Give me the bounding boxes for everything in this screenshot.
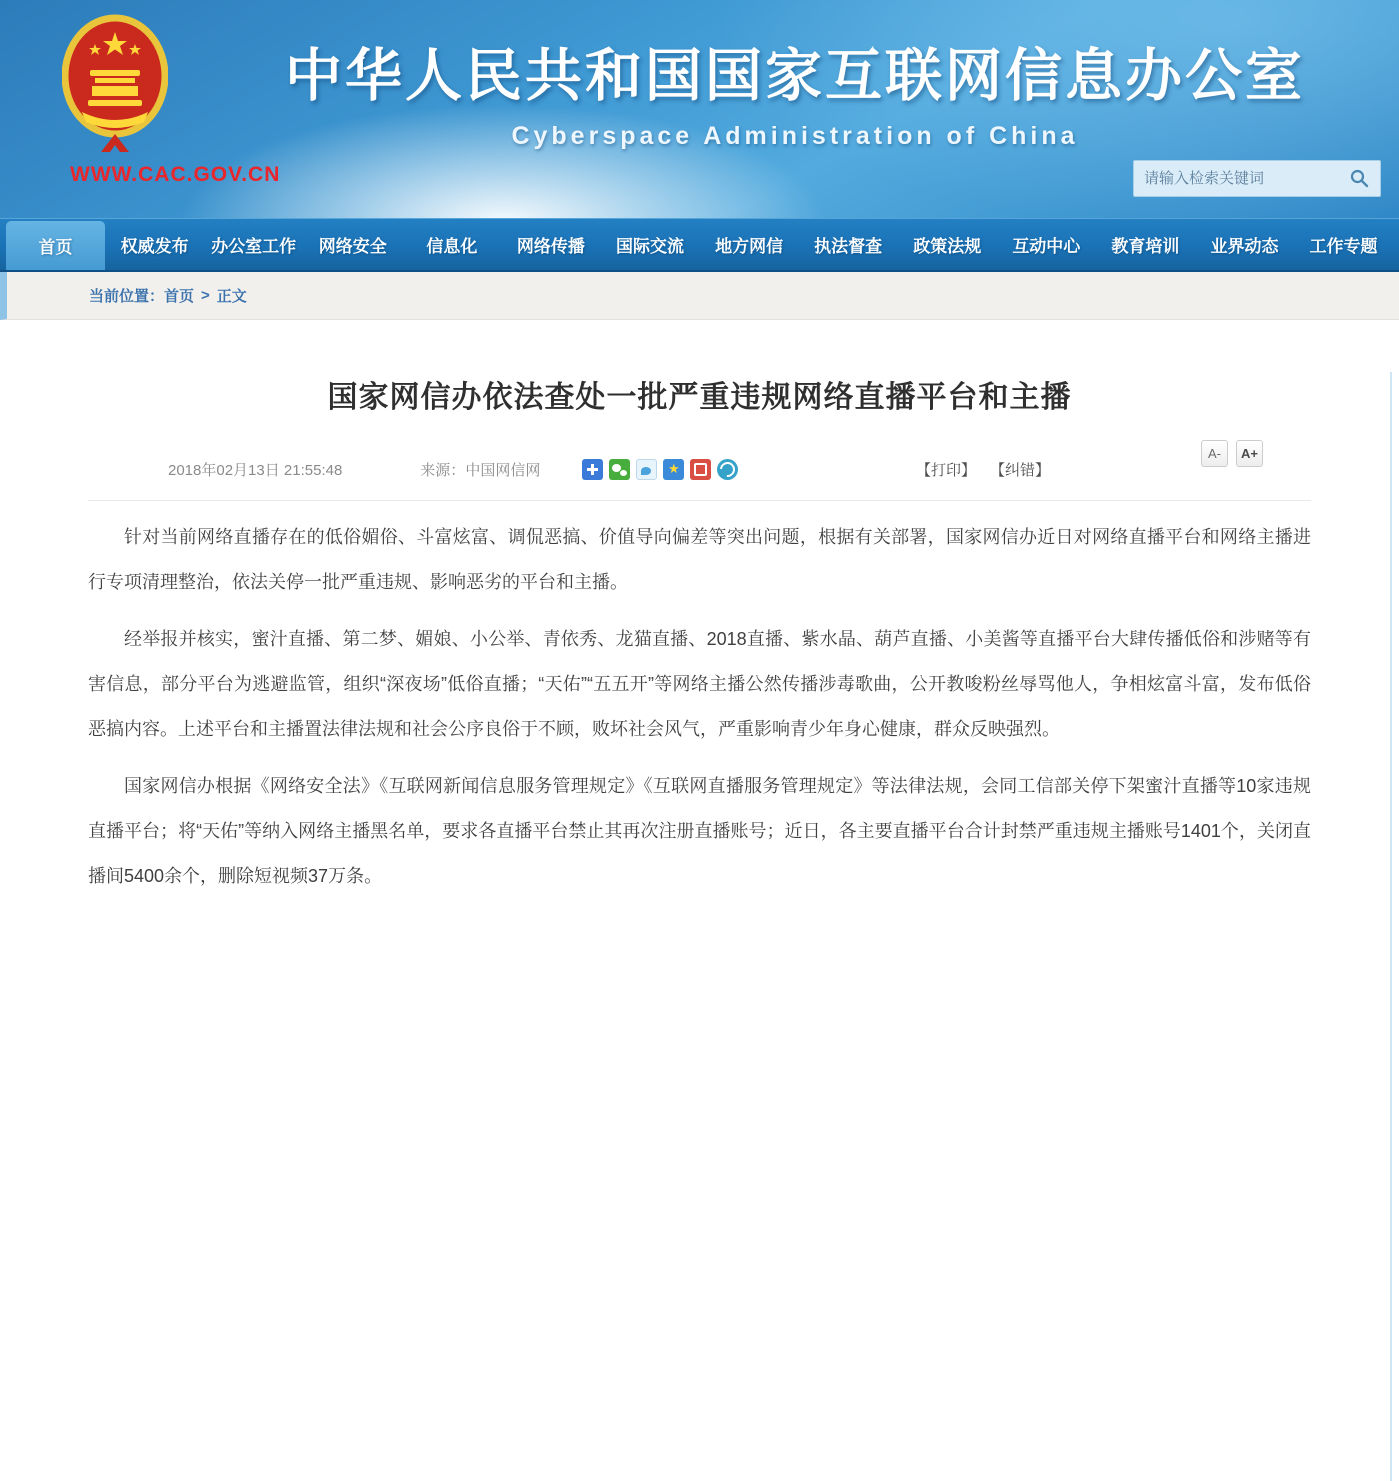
article-meta-row [88,446,1311,484]
nav-item-industry-trends[interactable]: 业界动态 [1210,237,1279,256]
breadcrumb-current-link[interactable]: 正文 [216,288,247,305]
nav-item-informatization[interactable]: 信息化 [426,237,478,256]
source-label: 来源： [420,461,466,479]
source [420,459,540,480]
paragraph-2: 经举报并核实，蜜汁直播、第二梦、媚娘、小公举、青依秀、龙猫直播、2018直播、紫水晶、葫芦直播、小美酱等直播平台大肆传播低俗和涉赌等有害信息，部分平台为逃避监管，组织“深夜场”低俗直播；“天佑”“五五开”等网络主播公然传播涉毒歌曲，公开教唆粉丝辱骂他人，争相炫富斗富，发布低俗恶搞内容。上述平台和主播置法律法规和社会公序良俗于不顾，败坏社会风气，严重影响青少年身心健康，群众反映强烈。 [88,629,1311,739]
share-icons [582,459,738,480]
wechat-share-icon[interactable] [609,459,630,480]
paragraph-1: 针对当前网络直播存在的低俗媚俗、斗富炫富、调侃恶搞、价值导向偏差等突出问题，根据有关部署，国家网信办近日对网络直播平台和网络主播进行专项清理整治，依法关停一批严重违规、影响恶劣的平台和主播。 [88,527,1311,592]
breadcrumb [0,272,1399,320]
site-subtitle-en: Cyberspace Administration of China [511,122,1079,150]
nav-item-home[interactable]: 首页 [6,221,105,270]
font-larger-button[interactable]: A+ [1236,440,1263,467]
nav-item-education-training[interactable]: 教育培训 [1111,237,1180,256]
publish-date: 2018年02月13日 21:55:48 [168,461,343,479]
search-input[interactable] [1144,170,1348,187]
breadcrumb-separator: > [201,287,210,304]
nav-item-international-exchange[interactable]: 国际交流 [616,237,684,256]
article-title: 国家网信办依法查处一批严重违规网络直播平台和主播 [327,381,1072,414]
site-url: WWW.CAC.GOV.CN [70,163,281,186]
nav-item-work-topics[interactable]: 工作专题 [1309,237,1378,256]
page-right-border [1390,372,1392,1481]
article-container [0,372,1399,941]
meta-divider [88,500,1311,501]
weibo-share-icon[interactable] [636,459,657,480]
renren-share-icon[interactable] [690,459,711,480]
nav-item-authoritative-release[interactable]: 权威发布 [120,237,189,256]
national-emblem-logo [62,14,168,156]
font-size-controls [1201,440,1263,467]
nav-item-interaction-center[interactable]: 互动中心 [1012,237,1081,256]
nav-item-policies-regulations[interactable]: 政策法规 [913,237,982,256]
more-share-icon[interactable] [717,459,738,480]
font-smaller-button[interactable]: A- [1201,440,1228,467]
error-correction-button[interactable]: 【纠错】 [990,461,1051,479]
breadcrumb-home-link[interactable]: 首页 [164,288,195,305]
paragraph-3: 国家网信办根据《网络安全法》《互联网新闻信息服务管理规定》《互联网直播服务管理规定》等法律法规，会同工信部关停下架蜜汁直播等10家违规直播平台；将“天佑”等纳入网络主播黑名单，要求各直播平台禁止其再次注册直播账号；近日，各主要直播平台合计封禁严重违规主播账号1401个，关闭直播间5400余个，删除短视频37万条。 [88,776,1311,886]
breadcrumb-label: 当前位置： [89,288,165,305]
search-icon [1349,168,1369,188]
nav-item-network-communication[interactable]: 网络传播 [516,237,585,256]
article-body [88,515,1311,941]
nav-item-cybersecurity[interactable]: 网络安全 [318,237,387,256]
print-button[interactable]: 【打印】 [916,461,977,479]
main-nav [0,218,1399,272]
source-name: 中国网信网 [465,461,541,479]
nav-item-law-enforcement[interactable]: 执法督查 [814,237,883,256]
nav-item-office-work[interactable]: 办公室工作 [211,237,297,256]
qzone-share-icon[interactable]: ★ [663,459,684,480]
site-header [0,0,1399,218]
site-title: 中华人民共和国国家互联网信息办公室 [285,44,1305,108]
share-plus-icon[interactable] [582,459,603,480]
search-button[interactable] [1348,168,1370,190]
article-actions [916,459,1050,480]
search-box [1133,160,1381,197]
nav-item-local-cyberspace[interactable]: 地方网信 [715,237,784,256]
